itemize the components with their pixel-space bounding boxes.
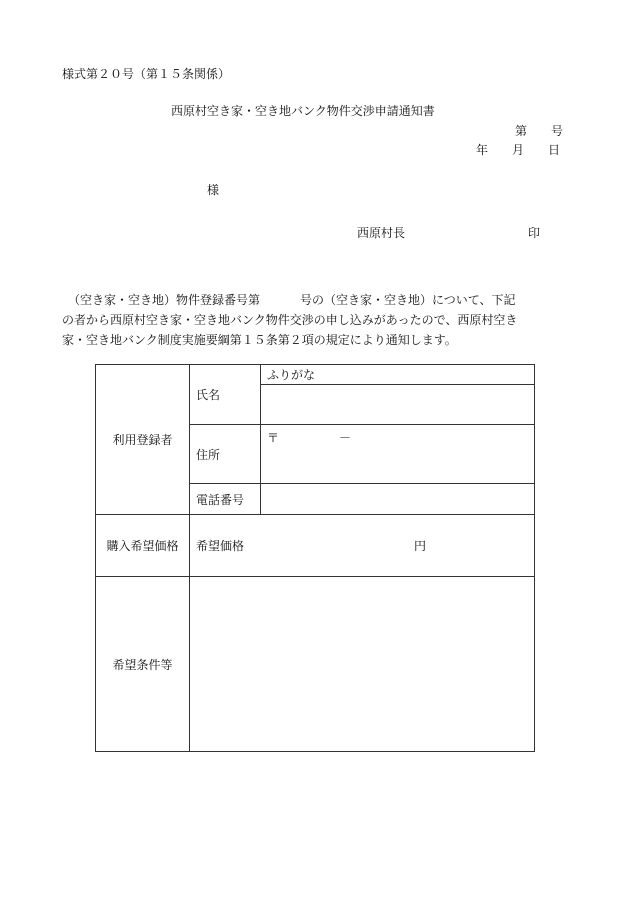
furigana-field	[261, 365, 535, 385]
document-number-go: 号	[551, 124, 564, 138]
notice-body	[62, 290, 567, 350]
sender-name: 西原村長	[357, 226, 406, 240]
date-year: 年	[476, 143, 489, 157]
form-number: 様式第２０号（第１５条関係）	[62, 67, 231, 81]
address-field	[261, 425, 535, 484]
issue-date	[476, 143, 560, 157]
yen-unit: 円	[414, 539, 427, 553]
conditions-label: 希望条件等	[96, 577, 190, 752]
body-line-3: 家・空き地バンク制度実施要綱第１５条第２項の規定により通知します。	[62, 333, 457, 347]
registrant-label: 利用登録者	[96, 365, 190, 515]
date-month: 月	[512, 143, 525, 157]
price-section-label: 購入希望価格	[96, 515, 190, 577]
document-title: 西原村空き家・空き地バンク物件交渉申請通知書	[171, 104, 435, 118]
seal-mark: 印	[528, 226, 541, 240]
name-field	[261, 385, 535, 425]
furigana-label: ふりがな	[267, 368, 316, 382]
body-line-2: の者から西原村空き家・空き地バンク物件交渉の申し込みがあったので、西原村空き	[62, 313, 518, 327]
address-label: 住所	[190, 425, 261, 484]
phone-field	[261, 484, 535, 515]
body-line-1-after: 号の（空き家・空き地）について、下記	[300, 293, 516, 307]
postal-dash: －	[339, 431, 352, 445]
name-label: 氏名	[190, 365, 261, 425]
document-number	[515, 124, 563, 138]
phone-label: 電話番号	[190, 484, 261, 515]
addressee-suffix: 様	[207, 183, 220, 197]
body-line-1	[62, 290, 567, 310]
document-number-dai: 第	[515, 124, 528, 138]
date-day: 日	[548, 143, 561, 157]
postal-mark: 〒	[267, 431, 280, 445]
price-field	[190, 515, 535, 577]
price-label: 希望価格	[196, 539, 245, 553]
application-details-table	[95, 364, 535, 752]
body-line-1-before: （空き家・空き地）物件登録番号第	[74, 293, 261, 307]
conditions-field	[190, 577, 535, 752]
